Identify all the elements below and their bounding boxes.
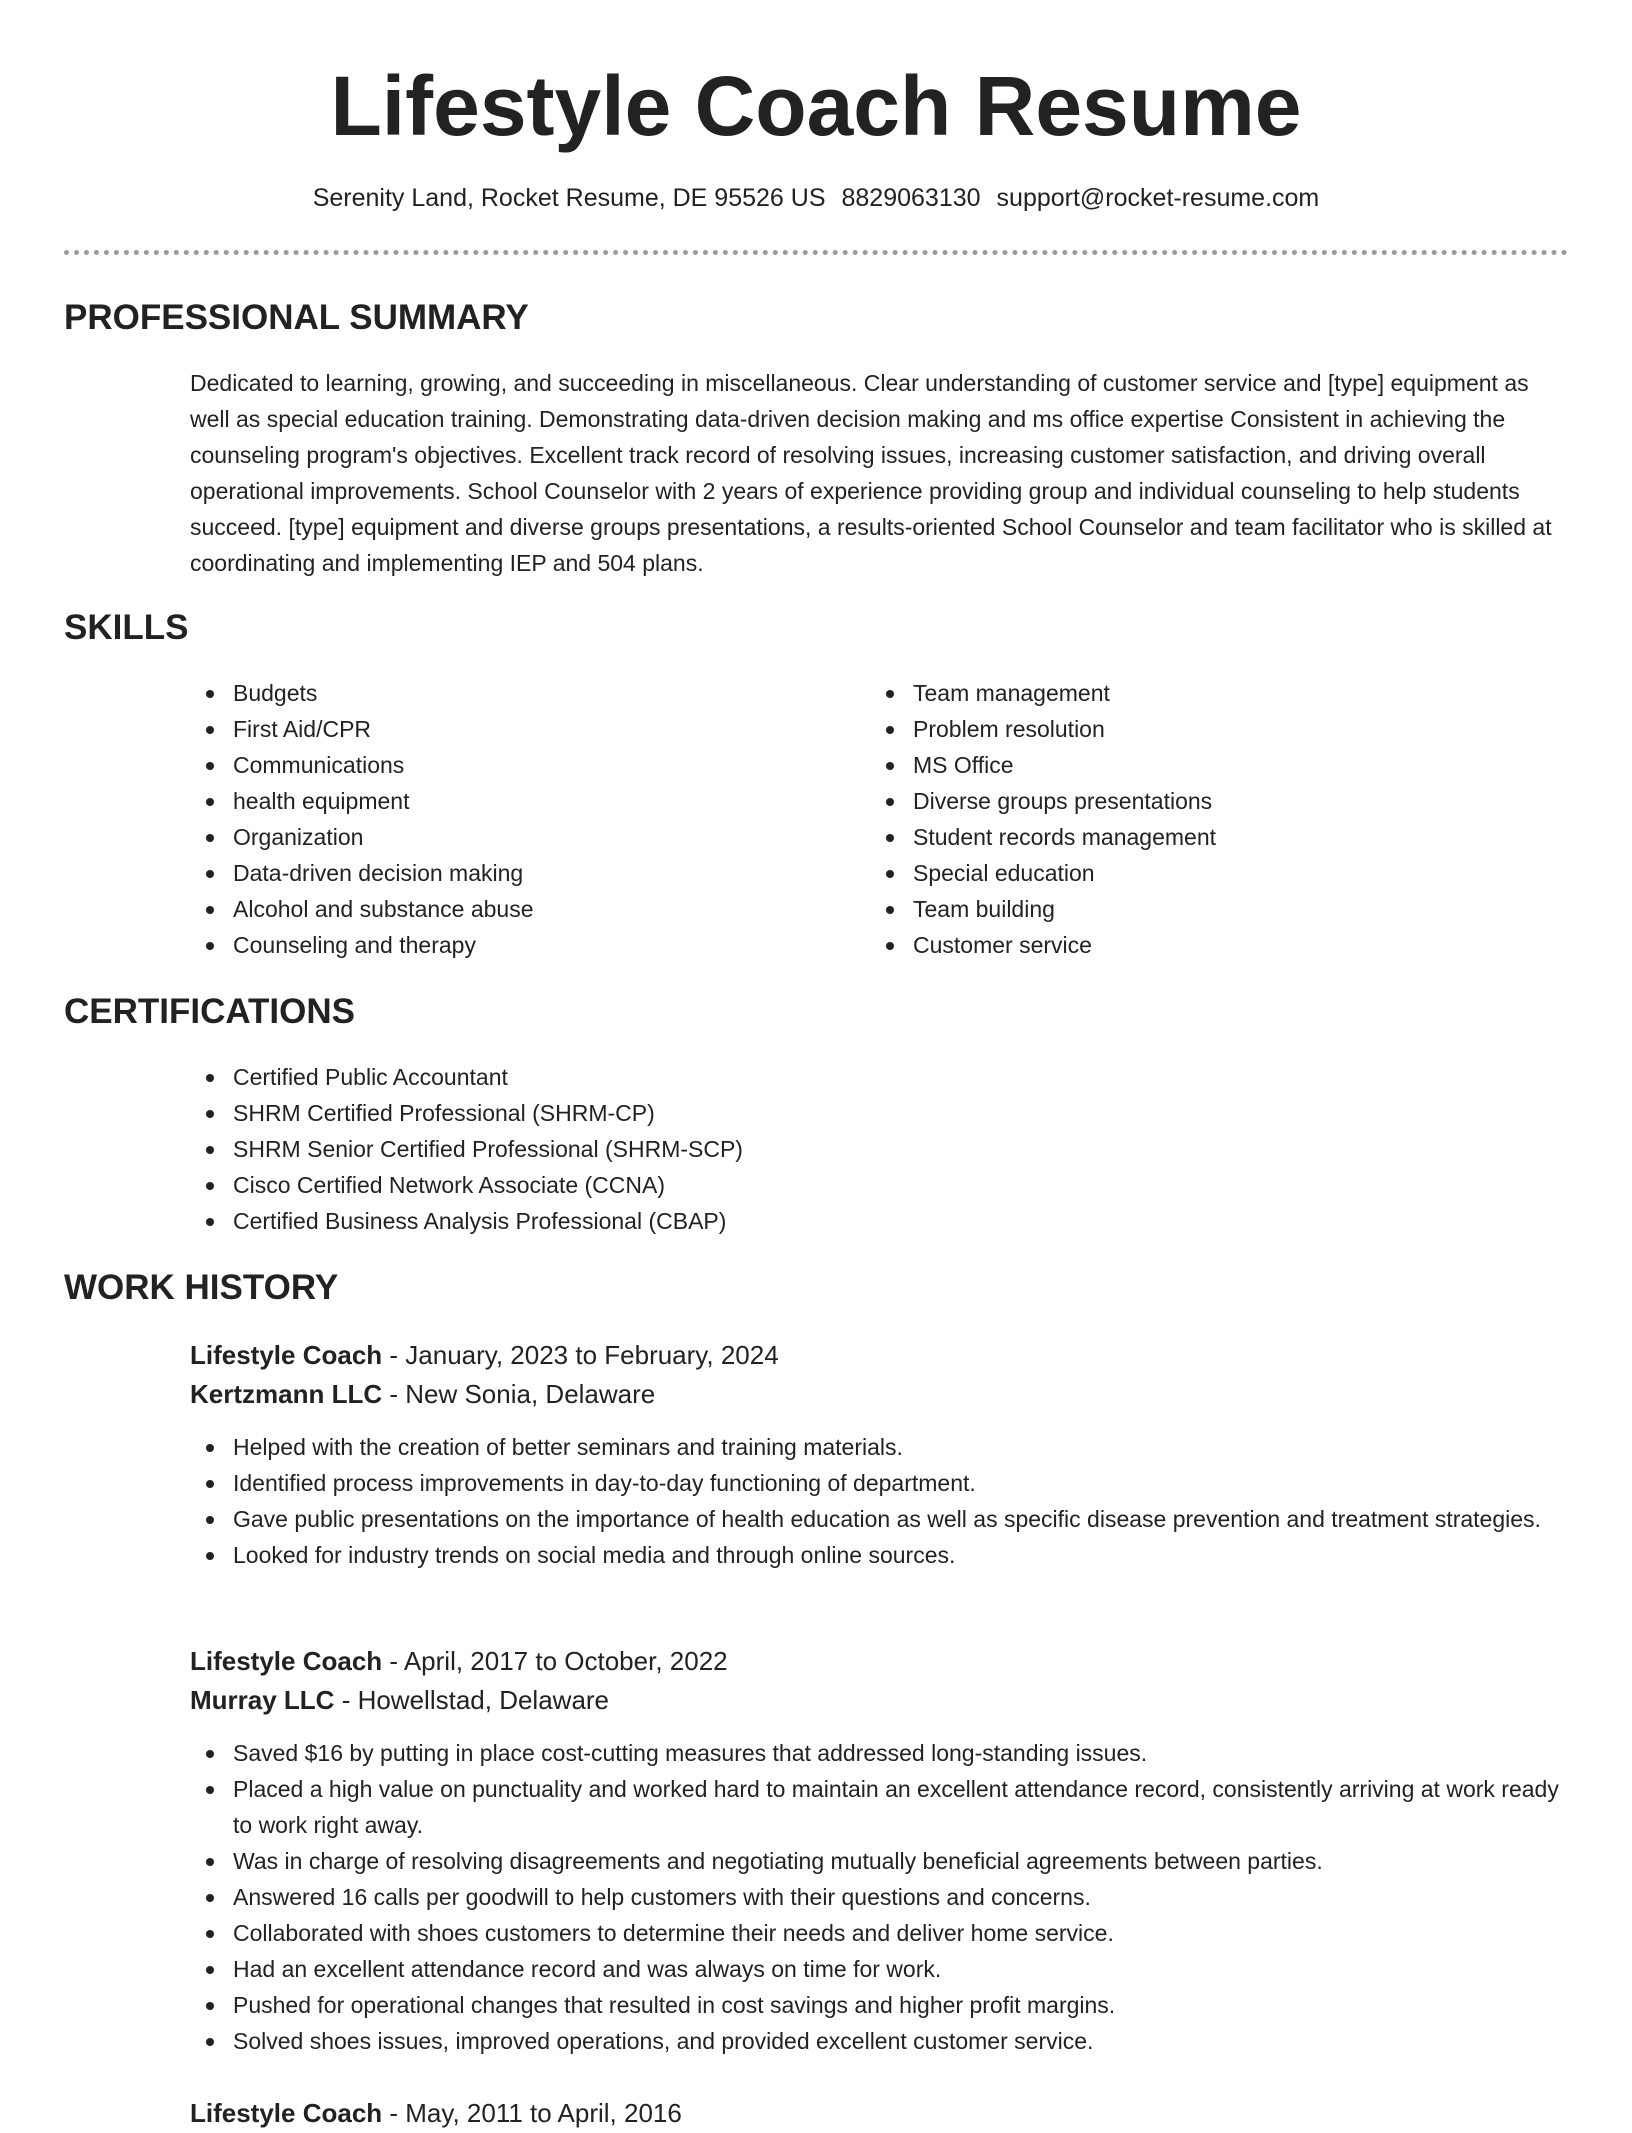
section-heading-work-history: WORK HISTORY <box>64 1268 339 1307</box>
summary-text: Dedicated to learning, growing, and succeeding in miscellaneous. Clear understanding of customer service and [type] equipment as well as special education training. Demonstrating data-driven decision making and ms office expertise Consistent in achieving the counseling program's objectives. Excellent track record of resolving issues, increasing customer satisfaction, and driving overall operational improvements. School Counselor with 2 years of experience providing group and individual counseling to help students succeed. [type] equipment and diverse groups presentations, a results-oriented School Counselor and team facilitator who is skilled at coordinating and implementing IEP and 504 plans. <box>190 370 1552 576</box>
skills-list-right <box>870 675 1570 963</box>
list-item: Placed a high value on punctuality and worked hard to maintain an excellent attendance record, consistently arriving at work ready to work right away. <box>190 1771 1570 1843</box>
contact-line <box>0 180 1632 216</box>
job-title-line <box>190 1642 1570 1681</box>
contact-email[interactable]: support@rocket-resume.com <box>996 184 1320 212</box>
list-item: Communications <box>190 747 830 783</box>
list-item: Customer service <box>870 927 1570 963</box>
job-dates: - May, 2011 to April, 2016 <box>382 2098 682 2128</box>
job-entry <box>190 1336 1570 1573</box>
list-item: Was in charge of resolving disagreements and negotiating mutually beneficial agreements between parties. <box>190 1843 1570 1879</box>
job-title: Lifestyle Coach <box>190 1340 383 1370</box>
list-item: Student records management <box>870 819 1570 855</box>
skills-list-left <box>190 675 830 963</box>
job-title: Lifestyle Coach <box>190 2098 383 2128</box>
list-item: Certified Public Accountant <box>190 1059 1570 1095</box>
list-item: Budgets <box>190 675 830 711</box>
list-item: First Aid/CPR <box>190 711 830 747</box>
job-company-line <box>190 1375 1570 1414</box>
list-item: health equipment <box>190 783 830 819</box>
list-item: SHRM Certified Professional (SHRM-CP) <box>190 1095 1570 1131</box>
list-item: Solved shoes issues, improved operations, and provided excellent customer service. <box>190 2023 1570 2059</box>
header-divider <box>64 250 1568 255</box>
list-item: Cisco Certified Network Associate (CCNA) <box>190 1167 1570 1203</box>
list-item: Alcohol and substance abuse <box>190 891 830 927</box>
list-item: Counseling and therapy <box>190 927 830 963</box>
section-heading-skills: SKILLS <box>64 608 189 647</box>
job-dates: - April, 2017 to October, 2022 <box>382 1646 728 1676</box>
list-item: Organization <box>190 819 830 855</box>
job-title-line <box>190 2094 1570 2133</box>
contact-phone: 8829063130 <box>841 184 981 212</box>
list-item: Saved $16 by putting in place cost-cutting measures that addressed long-standing issues. <box>190 1735 1570 1771</box>
list-item: Answered 16 calls per goodwill to help customers with their questions and concerns. <box>190 1879 1570 1915</box>
job-duties-list <box>190 1429 1570 1573</box>
list-item: Helped with the creation of better seminars and training materials. <box>190 1429 1570 1465</box>
list-item: Looked for industry trends on social media and through online sources. <box>190 1537 1570 1573</box>
job-entry <box>190 1642 1570 2059</box>
list-item: Identified process improvements in day-to-day functioning of department. <box>190 1465 1570 1501</box>
list-item: Had an excellent attendance record and was always on time for work. <box>190 1951 1570 1987</box>
section-heading-certifications: CERTIFICATIONS <box>64 992 356 1031</box>
list-item: Collaborated with shoes customers to determine their needs and deliver home service. <box>190 1915 1570 1951</box>
list-item: Certified Business Analysis Professional (CBAP) <box>190 1203 1570 1239</box>
section-heading-summary: PROFESSIONAL SUMMARY <box>64 298 529 337</box>
job-company: Kertzmann LLC <box>190 1379 383 1409</box>
job-duties-list <box>190 1735 1570 2059</box>
list-item: MS Office <box>870 747 1570 783</box>
list-item: Problem resolution <box>870 711 1570 747</box>
certifications-list <box>190 1059 1570 1239</box>
list-item: Diverse groups presentations <box>870 783 1570 819</box>
job-company-line <box>190 1681 1570 1720</box>
job-company: Murray LLC <box>190 1685 335 1715</box>
job-entry <box>190 2094 1570 2133</box>
list-item: Team building <box>870 891 1570 927</box>
job-location: - Howellstad, Delaware <box>334 1685 610 1715</box>
list-item: Team management <box>870 675 1570 711</box>
resume-title: Lifestyle Coach Resume <box>330 59 1302 153</box>
list-item: SHRM Senior Certified Professional (SHRM-SCP) <box>190 1131 1570 1167</box>
list-item: Data-driven decision making <box>190 855 830 891</box>
job-dates: - January, 2023 to February, 2024 <box>382 1340 779 1370</box>
list-item: Gave public presentations on the importance of health education as well as specific disease prevention and treatment strategies. <box>190 1501 1570 1537</box>
job-location: - New Sonia, Delaware <box>382 1379 656 1409</box>
job-title-line <box>190 1336 1570 1375</box>
contact-address: Serenity Land, Rocket Resume, DE 95526 US <box>312 184 826 212</box>
job-title: Lifestyle Coach <box>190 1646 383 1676</box>
list-item: Special education <box>870 855 1570 891</box>
list-item: Pushed for operational changes that resulted in cost savings and higher profit margins. <box>190 1987 1570 2023</box>
